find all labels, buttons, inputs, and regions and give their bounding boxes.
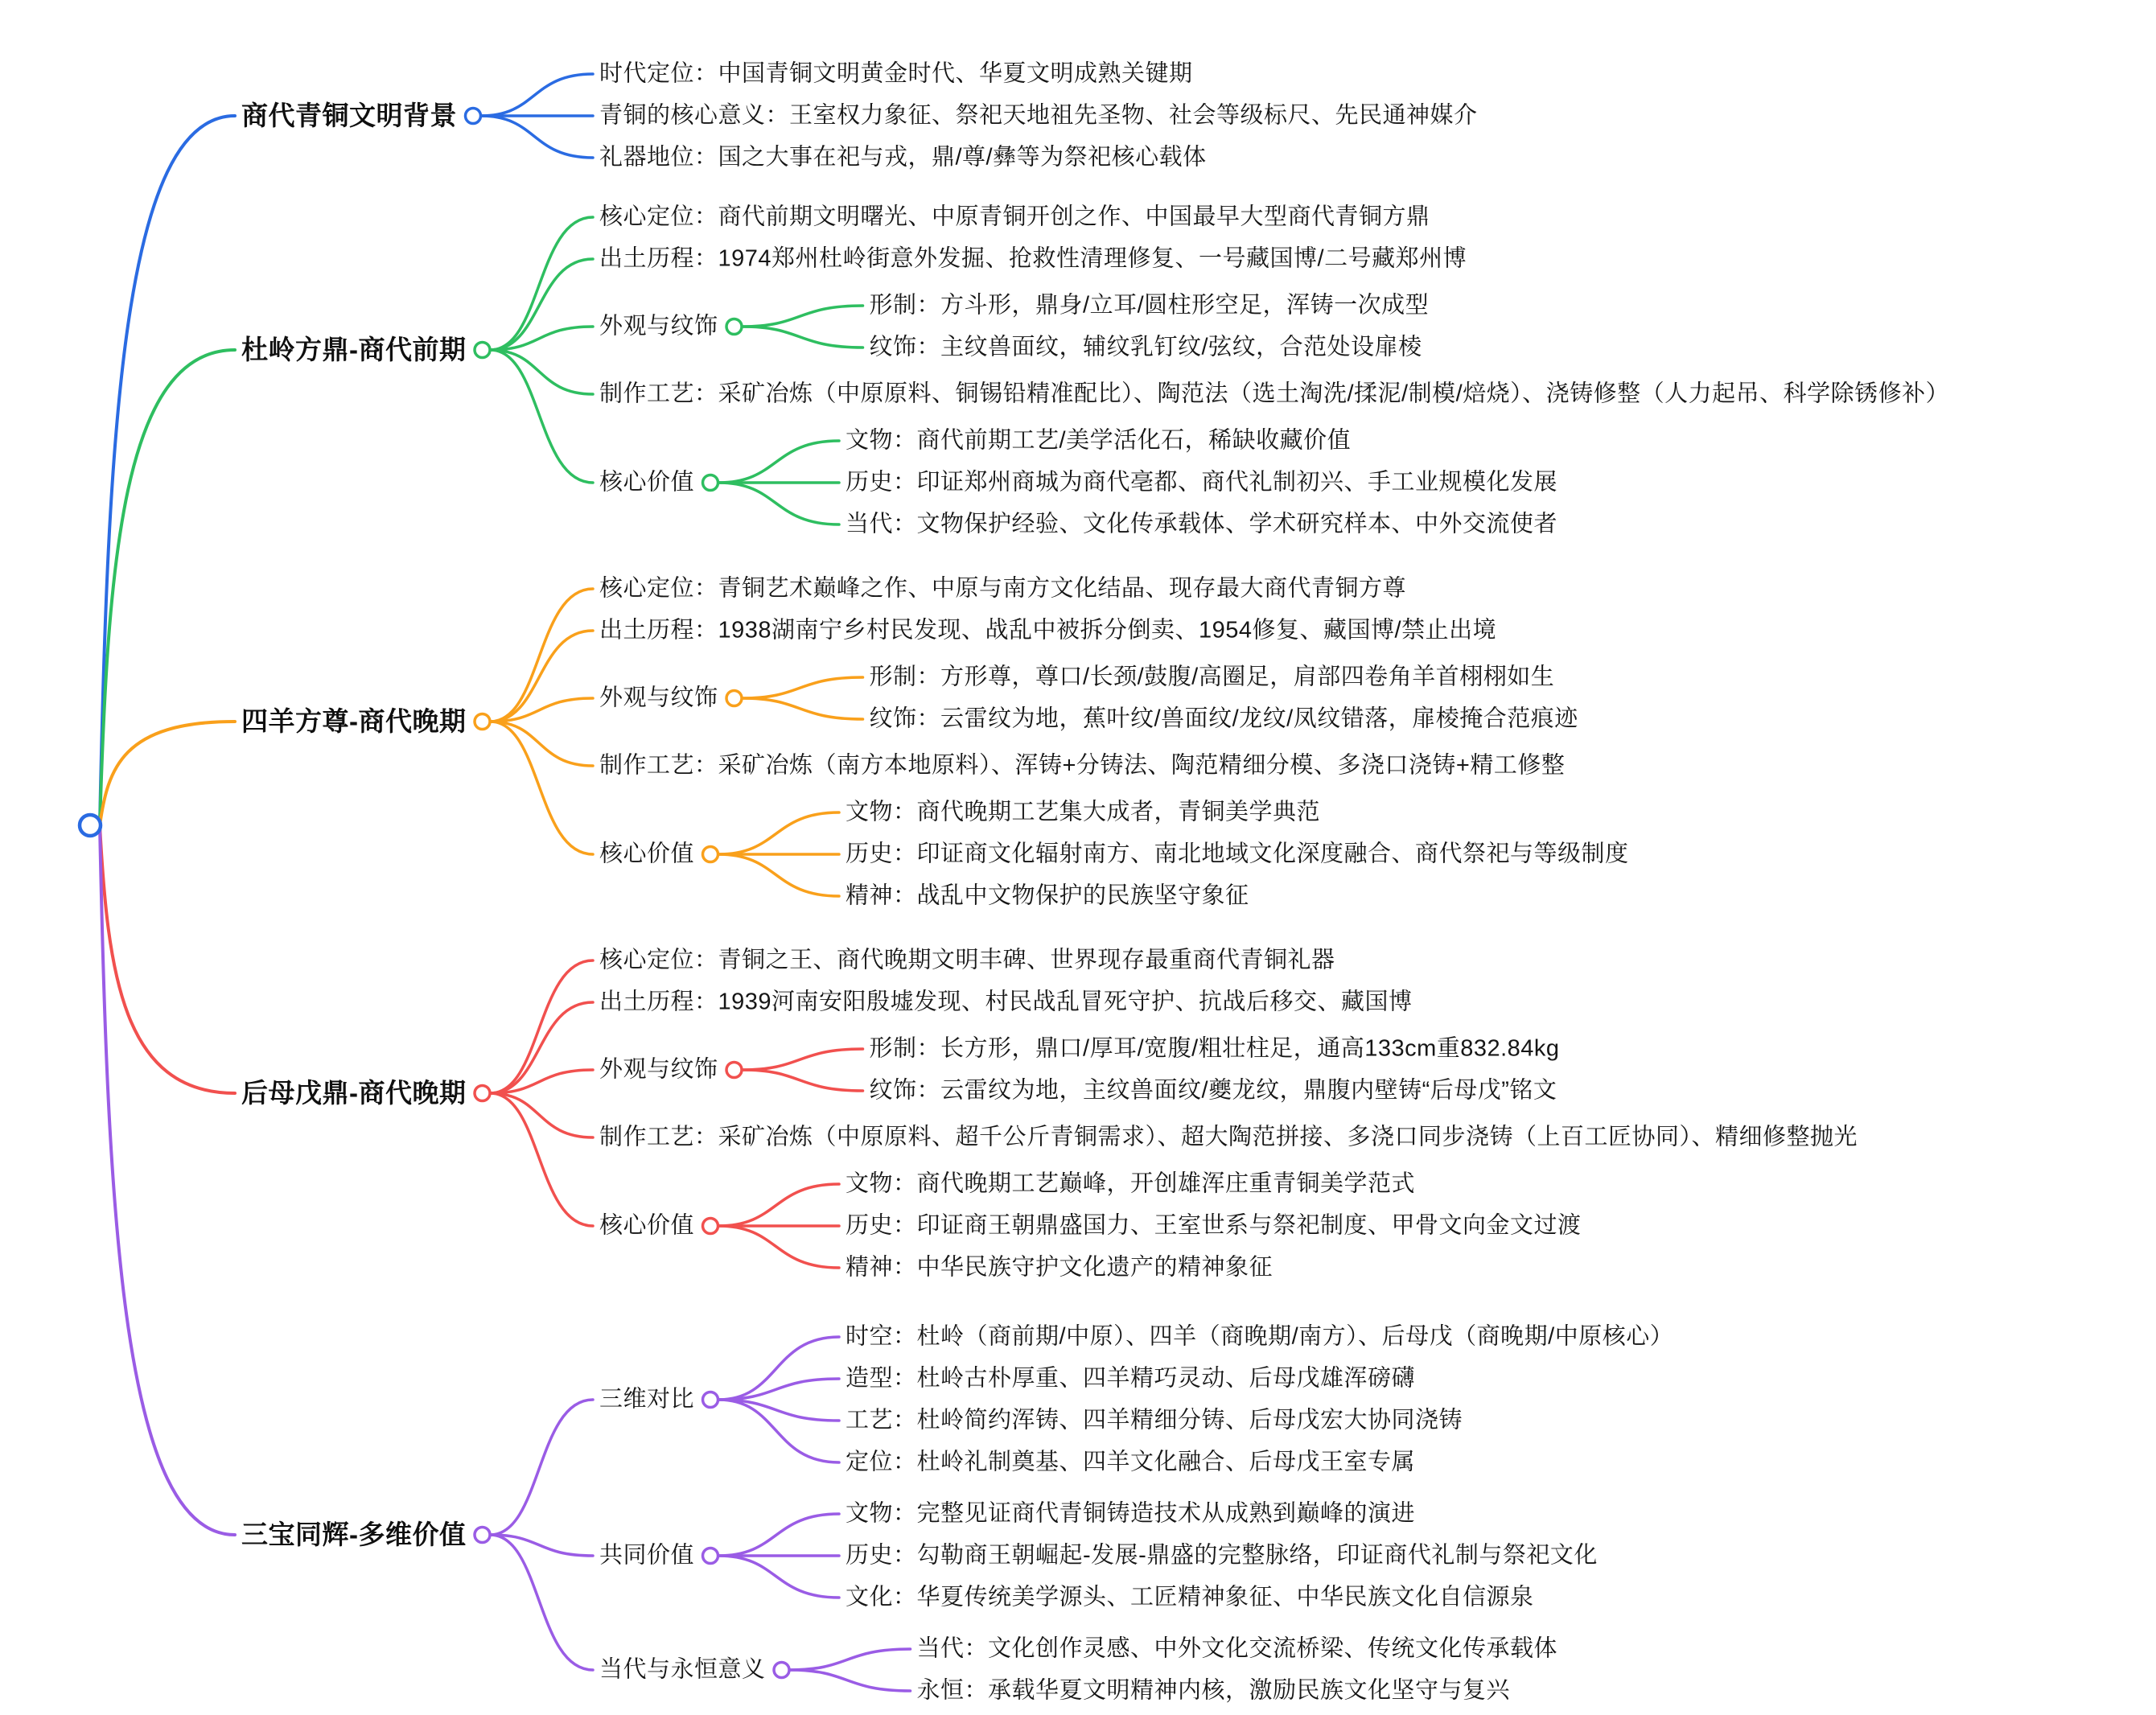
leaf-node[interactable]: 文物：商代前期工艺/美学活化石，稀缺收藏价值 [846,427,1352,454]
leaf-node[interactable]: 精神：战乱中文物保护的民族坚守象征 [846,882,1249,909]
subtopic-node[interactable]: 三维对比 [599,1386,695,1413]
edge [491,1535,594,1556]
edge [718,1337,839,1400]
node-circle[interactable] [726,319,742,335]
node-circle[interactable] [80,815,101,836]
branch-node[interactable]: 三宝同辉-多维价值 [241,1520,467,1550]
edge [491,350,594,483]
edge [743,1049,863,1070]
leaf-node[interactable]: 工艺：杜岭简约浑铸、四羊精细分铸、后母戊宏大协同浇铸 [846,1407,1463,1433]
node-circle[interactable] [475,1528,490,1543]
leaf-node[interactable]: 历史：印证商王朝鼎盛国力、王室世系与祭祀制度、甲骨文向金文过渡 [846,1212,1582,1239]
edge [718,483,839,524]
edge [100,722,235,825]
subtopic-node[interactable]: 外观与纹饰 [599,1056,718,1083]
leaf-node[interactable]: 青铜的核心意义：王室权力象征、祭祀天地祖先圣物、社会等级标尺、先民通神媒介 [599,102,1478,129]
edge [743,306,863,327]
leaf-node[interactable]: 纹饰：云雷纹为地，蕉叶纹/兽面纹/龙纹/凤纹错落，扉棱掩合范痕迹 [869,705,1578,732]
edge [491,960,594,1093]
edge [743,698,863,719]
edge [491,1093,594,1137]
node-circle[interactable] [703,1219,718,1234]
leaf-node[interactable]: 永恒：承载华夏文明精神内核，激励民族文化坚守与复兴 [916,1677,1511,1704]
leaf-node[interactable]: 造型：杜岭古朴厚重、四羊精巧灵动、后母戊雄浑磅礴 [846,1365,1416,1392]
edge [718,812,839,854]
subtopic-node[interactable]: 外观与纹饰 [599,685,718,711]
branch-node[interactable]: 杜岭方鼎-商代前期 [241,335,467,365]
leaf-node[interactable]: 精神：中华民族守护文化遗产的精神象征 [846,1254,1273,1281]
leaf-node[interactable]: 出土历程：1939河南安阳殷墟发现、村民战乱冒死守护、抗战后移交、藏国博 [599,989,1413,1015]
edge [100,825,235,1093]
leaf-node[interactable]: 文物：商代晚期工艺集大成者，青铜美学典范 [846,799,1321,825]
node-circle[interactable] [703,847,718,862]
leaf-node[interactable]: 形制：方斗形，鼎身/立耳/圆柱形空足，浑铸一次成型 [869,292,1430,319]
node-circle[interactable] [475,343,490,358]
leaf-node[interactable]: 时空：杜岭（商前期/中原）、四羊（商晚期/南方）、后母戊（商晚期/中原核心） [846,1323,1674,1350]
leaf-node[interactable]: 定位：杜岭礼制奠基、四羊文化融合、后母戊王室专属 [846,1449,1416,1475]
edge [743,677,863,698]
edge [718,1556,839,1598]
edge [718,1226,839,1268]
edge [491,1400,594,1535]
leaf-node[interactable]: 文化：华夏传统美学源头、工匠精神象征、中华民族文化自信源泉 [846,1584,1534,1610]
edge [718,1514,839,1556]
leaf-node[interactable]: 核心定位：商代前期文明曙光、中原青铜开创之作、中国最早大型商代青铜方鼎 [599,204,1430,230]
leaf-node[interactable]: 当代：文物保护经验、文化传承载体、学术研究样本、中外交流使者 [846,511,1558,537]
edge [491,350,594,394]
leaf-node[interactable]: 时代定位：中国青铜文明黄金时代、华夏文明成熟关键期 [599,60,1193,87]
edge [718,1184,839,1226]
node-circle[interactable] [703,475,718,491]
node-circle[interactable] [774,1663,789,1678]
subtopic-node[interactable]: 共同价值 [599,1542,695,1569]
node-circle[interactable] [726,691,742,706]
edge [491,589,594,722]
edge [491,217,594,350]
node-circle[interactable] [703,1392,718,1408]
edge [790,1670,911,1691]
branch-node[interactable]: 四羊方尊-商代晚期 [241,706,467,737]
edge [743,1070,863,1091]
edge [491,1093,594,1226]
node-circle[interactable] [703,1548,718,1564]
leaf-node[interactable]: 核心定位：青铜之王、商代晚期文明丰碑、世界现存最重商代青铜礼器 [599,947,1335,973]
edge [491,722,594,854]
subtopic-node[interactable]: 当代与永恒意义 [599,1656,766,1683]
leaf-node[interactable]: 历史：印证商文化辐射南方、南北地域文化深度融合、商代祭祀与等级制度 [846,841,1629,867]
node-circle[interactable] [726,1063,742,1078]
leaf-node[interactable]: 纹饰：主纹兽面纹，辅纹乳钉纹/弦纹，合范处设扉棱 [869,334,1422,360]
leaf-node[interactable]: 历史：勾勒商王朝崛起-发展-鼎盛的完整脉络，印证商代礼制与祭祀文化 [846,1542,1598,1569]
edge [718,1400,839,1462]
edge [743,327,863,348]
node-circle[interactable] [475,714,490,730]
leaf-node[interactable]: 文物：完整见证商代青铜铸造技术从成熟到巅峰的演进 [846,1500,1416,1527]
edge [718,854,839,896]
edge [100,825,235,1535]
node-circle[interactable] [475,1086,490,1101]
leaf-node[interactable]: 历史：印证郑州商城为商代亳都、商代礼制初兴、手工业规模化发展 [846,469,1558,496]
leaf-node[interactable]: 形制：方形尊，尊口/长颈/鼓腹/高圈足，肩部四卷角羊首栩栩如生 [869,664,1555,690]
edge [481,116,593,158]
leaf-node[interactable]: 制作工艺：采矿冶炼（南方本地原料）、浑铸+分铸法、陶范精细分模、多浇口浇铸+精工修整 [599,752,1566,779]
edge [100,350,235,825]
branch-node[interactable]: 商代青铜文明背景 [241,101,457,131]
edge [718,441,839,483]
edge [491,722,594,766]
edge [790,1649,911,1670]
subtopic-node[interactable]: 核心价值 [599,841,695,867]
leaf-node[interactable]: 礼器地位：国之大事在祀与戎，鼎/尊/彝等为祭祀核心载体 [599,144,1207,171]
edge [100,116,235,825]
node-circle[interactable] [466,109,481,124]
edge [481,74,593,116]
leaf-node[interactable]: 文物：商代晚期工艺巅峰，开创雄浑庄重青铜美学范式 [846,1170,1416,1197]
leaf-node[interactable]: 制作工艺：采矿冶炼（中原原料、铜锡铅精准配比）、陶范法（选土淘洗/揉泥/制模/焙烧）、浇铸修整（人力起吊、科学除锈修补） [599,380,1950,407]
branch-node[interactable]: 后母戊鼎-商代晚期 [241,1078,467,1108]
subtopic-node[interactable]: 外观与纹饰 [599,313,718,339]
leaf-node[interactable]: 纹饰：云雷纹为地，主纹兽面纹/夔龙纹，鼎腹内壁铸“后母戊”铭文 [869,1077,1557,1104]
leaf-node[interactable]: 出土历程：1974郑州杜岭街意外发掘、抢救性清理修复、一号藏国博/二号藏郑州博 [599,245,1467,272]
subtopic-node[interactable]: 核心价值 [599,1212,695,1239]
leaf-node[interactable]: 出土历程：1938湖南宁乡村民发现、战乱中被拆分倒卖、1954修复、藏国博/禁止出境 [599,617,1497,644]
leaf-node[interactable]: 核心定位：青铜艺术巅峰之作、中原与南方文化结晶、现存最大商代青铜方尊 [599,575,1407,602]
leaf-node[interactable]: 制作工艺：采矿冶炼（中原原料、超千公斤青铜需求）、超大陶范拼接、多浇口同步浇铸（上百工匠协同）、精细修整抛光 [599,1124,1858,1150]
leaf-node[interactable]: 形制：长方形，鼎口/厚耳/宽腹/粗壮柱足，通高133cm重832.84kg [869,1035,1560,1062]
subtopic-node[interactable]: 核心价值 [599,469,695,496]
leaf-node[interactable]: 当代：文化创作灵感、中外文化交流桥梁、传统文化传承载体 [916,1635,1558,1662]
